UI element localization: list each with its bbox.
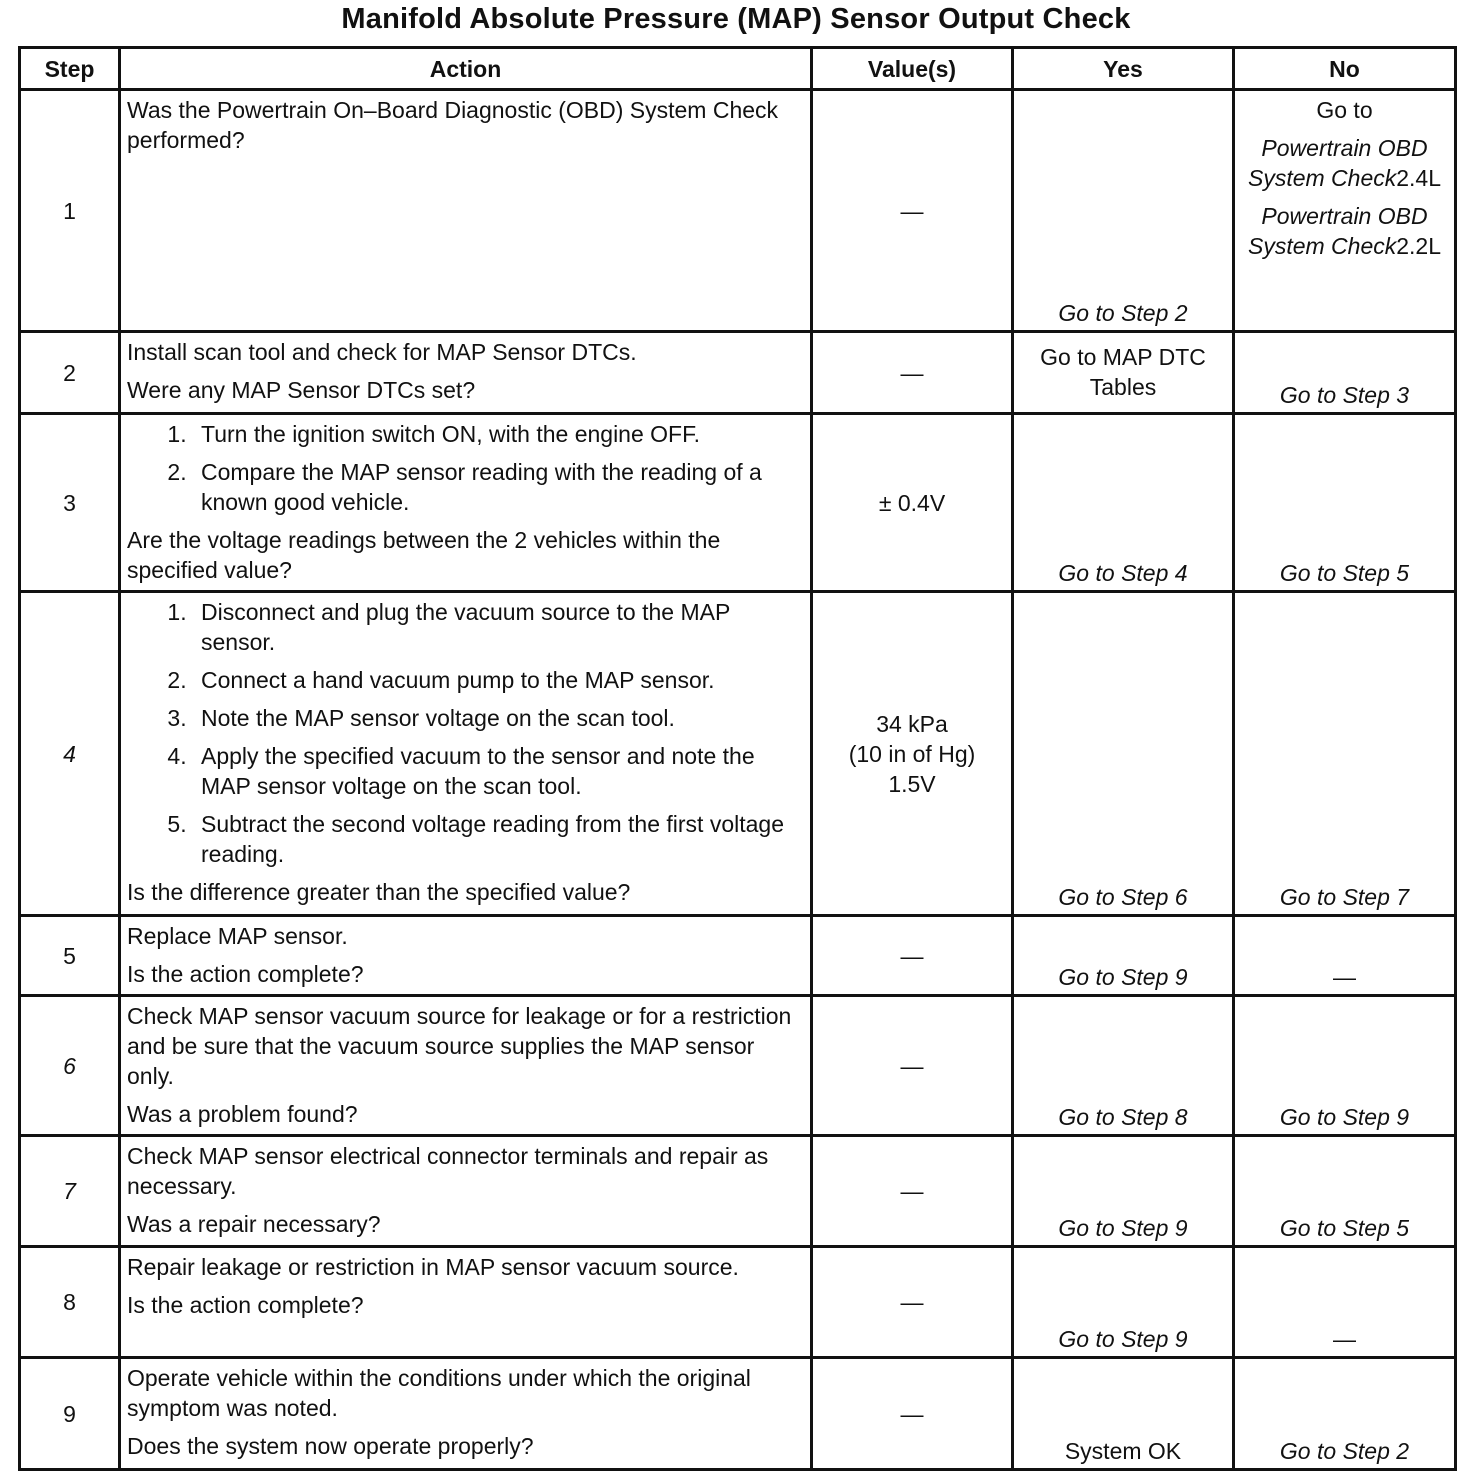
table-row <box>20 996 1456 1136</box>
value-cell <box>812 592 1013 916</box>
list-item: 1. Disconnect and plug the vacuum source to the MAP sensor. <box>193 597 804 657</box>
action-cell <box>120 1358 812 1470</box>
action-cell <box>120 1247 812 1358</box>
yes-text: System OK <box>1064 1438 1182 1464</box>
action-text: Operate vehicle within the conditions under which the original symptom was noted. <box>127 1365 751 1421</box>
action-question: Are the voltage readings between the 2 vehicles within the specified value? <box>127 527 721 583</box>
action-question: Is the difference greater than the specified value? <box>127 879 631 905</box>
no-text: Go to Step 3 <box>1279 382 1410 408</box>
header-no: No <box>1234 48 1456 90</box>
header-yes: Yes <box>1013 48 1234 90</box>
yes-cell <box>1013 592 1234 916</box>
no-cell <box>1234 332 1456 414</box>
action-question: Were any MAP Sensor DTCs set? <box>127 377 476 403</box>
action-cell <box>120 1136 812 1247</box>
no-cell <box>1234 1358 1456 1470</box>
action-text: Repair leakage or restriction in MAP sensor vacuum source. <box>127 1254 739 1280</box>
step-number: 2 <box>20 332 120 414</box>
action-steps-list <box>127 419 804 517</box>
yes-text: Go to Step 9 <box>1058 964 1188 990</box>
table-row <box>20 1136 1456 1247</box>
value-line: (10 in of Hg) <box>848 740 976 767</box>
no-link-2-4l: Powertrain OBD System Check2.4L <box>1247 135 1442 191</box>
table-row <box>20 1358 1456 1470</box>
table-row <box>20 90 1456 332</box>
no-text: — <box>1333 1326 1356 1352</box>
yes-text: Go to Step 4 <box>1058 560 1188 586</box>
no-cell <box>1234 90 1456 332</box>
yes-cell <box>1013 1136 1234 1247</box>
table-row <box>20 414 1456 592</box>
value-cell: — <box>812 916 1013 996</box>
yes-cell <box>1013 332 1234 414</box>
action-question: Is the action complete? <box>127 1292 364 1318</box>
no-goto-text: Go to <box>1316 97 1373 123</box>
yes-cell <box>1013 414 1234 592</box>
action-cell <box>120 90 812 332</box>
action-cell <box>120 414 812 592</box>
header-values: Value(s) <box>812 48 1013 90</box>
step-number: 5 <box>20 916 120 996</box>
list-item: 4. Apply the specified vacuum to the sensor and note the MAP sensor voltage on the scan tool. <box>193 741 804 801</box>
list-item: 1. Turn the ignition switch ON, with the engine OFF. <box>193 419 804 449</box>
value-line: 1.5V <box>888 770 936 797</box>
step-number: 1 <box>20 90 120 332</box>
diagnostic-table <box>18 46 1457 1471</box>
step-number: 7 <box>20 1136 120 1247</box>
step-number: 6 <box>20 996 120 1136</box>
table-row <box>20 332 1456 414</box>
value-cell: — <box>812 1247 1013 1358</box>
yes-text: Go to MAP DTC Tables <box>1040 343 1206 400</box>
action-text: Replace MAP sensor. <box>127 923 348 949</box>
no-cell <box>1234 996 1456 1136</box>
yes-cell <box>1013 1247 1234 1358</box>
header-step: Step <box>20 48 120 90</box>
yes-cell <box>1013 996 1234 1136</box>
no-cell <box>1234 414 1456 592</box>
step-number: 8 <box>20 1247 120 1358</box>
yes-cell <box>1013 1358 1234 1470</box>
action-question: Does the system now operate properly? <box>127 1433 534 1459</box>
step-number: 3 <box>20 414 120 592</box>
action-cell <box>120 996 812 1136</box>
no-text: Go to Step 2 <box>1279 1438 1410 1464</box>
no-cell <box>1234 592 1456 916</box>
value-cell: — <box>812 1136 1013 1247</box>
no-text: Go to Step 7 <box>1279 884 1410 910</box>
yes-text: Go to Step 6 <box>1058 884 1188 910</box>
action-cell <box>120 916 812 996</box>
list-item: 2. Compare the MAP sensor reading with the reading of a known good vehicle. <box>193 457 804 517</box>
step-number: 9 <box>20 1358 120 1470</box>
action-text: Was the Powertrain On–Board Diagnostic (OBD) System Check performed? <box>127 97 779 153</box>
step-number: 4 <box>20 592 120 916</box>
no-text: Go to Step 5 <box>1279 1215 1410 1241</box>
table-row <box>20 592 1456 916</box>
list-item: 3. Note the MAP sensor voltage on the scan tool. <box>193 703 804 733</box>
no-cell <box>1234 916 1456 996</box>
header-action: Action <box>120 48 812 90</box>
yes-cell <box>1013 90 1234 332</box>
value-cell: — <box>812 996 1013 1136</box>
action-question: Is the action complete? <box>127 961 364 987</box>
page-title: Manifold Absolute Pressure (MAP) Sensor Output Check <box>341 3 1131 35</box>
no-cell <box>1234 1136 1456 1247</box>
yes-cell <box>1013 916 1234 996</box>
no-text: Go to Step 5 <box>1279 560 1410 586</box>
no-cell <box>1234 1247 1456 1358</box>
action-cell <box>120 592 812 916</box>
value-cell: ± 0.4V <box>812 414 1013 592</box>
value-cell: — <box>812 1358 1013 1470</box>
action-question: Was a problem found? <box>127 1101 358 1127</box>
table-header-row <box>20 48 1456 90</box>
action-steps-list <box>127 597 804 869</box>
yes-text: Go to Step 9 <box>1058 1326 1188 1352</box>
no-link-2-2l: Powertrain OBD System Check2.2L <box>1247 203 1442 259</box>
list-item: 2. Connect a hand vacuum pump to the MAP sensor. <box>193 665 804 695</box>
list-item: 5. Subtract the second voltage reading from the first voltage reading. <box>193 809 804 869</box>
value-cell: — <box>812 90 1013 332</box>
action-text: Check MAP sensor electrical connector terminals and repair as necessary. <box>127 1143 769 1199</box>
yes-text: Go to Step 9 <box>1058 1215 1188 1241</box>
value-line: 34 kPa <box>876 710 948 737</box>
value-cell: — <box>812 332 1013 414</box>
action-text: Check MAP sensor vacuum source for leakage or for a restriction and be sure that the vacuum source supplies the MAP sensor only. <box>127 1003 792 1089</box>
table-row <box>20 916 1456 996</box>
action-question: Was a repair necessary? <box>127 1211 381 1237</box>
action-cell <box>120 332 812 414</box>
yes-text: Go to Step 2 <box>1058 300 1188 326</box>
no-text: — <box>1333 964 1356 990</box>
action-text: Install scan tool and check for MAP Sensor DTCs. <box>127 339 637 365</box>
yes-text: Go to Step 8 <box>1058 1104 1188 1130</box>
no-text: Go to Step 9 <box>1279 1104 1410 1130</box>
table-row <box>20 1247 1456 1358</box>
